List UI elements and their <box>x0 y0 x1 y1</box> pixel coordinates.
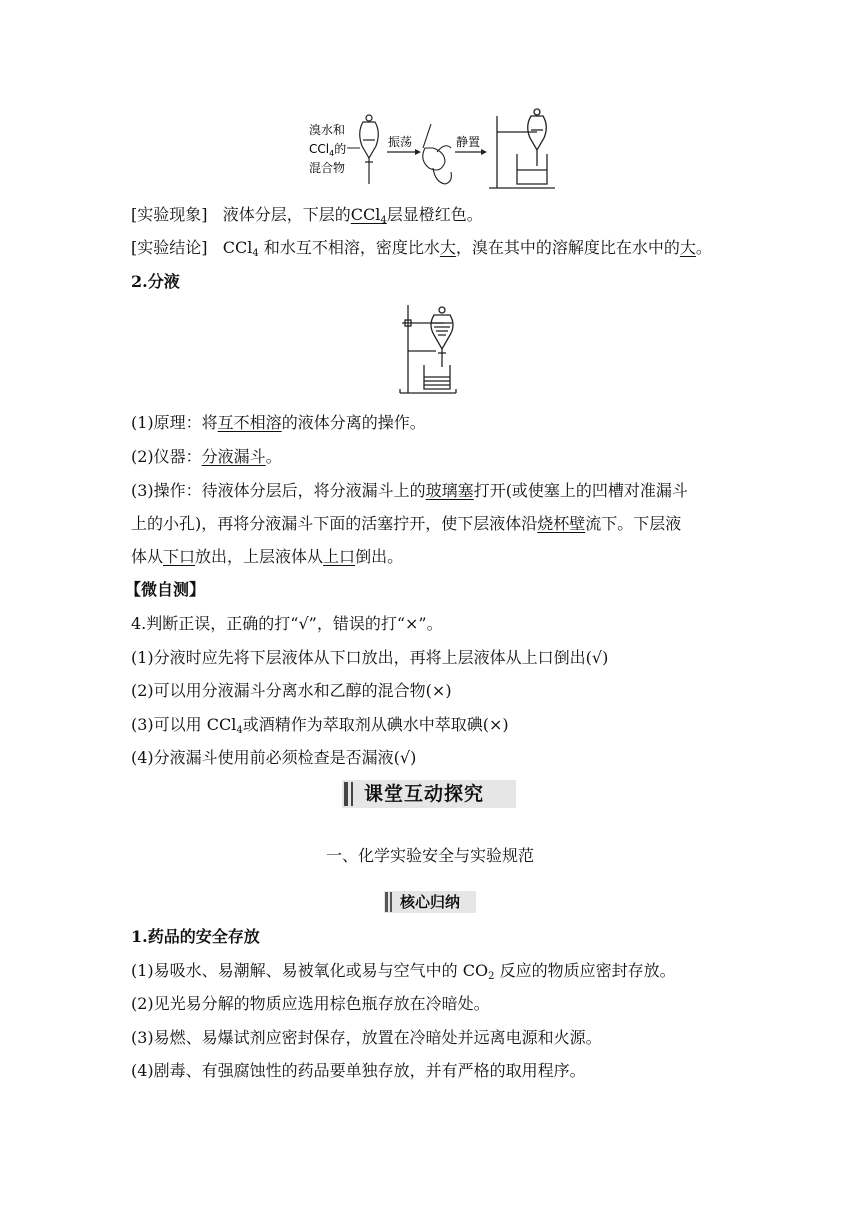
conclusion-tag: [实验结论] <box>131 238 208 257</box>
selftest-item-2: (2)可以用分液漏斗分离水和乙醇的混合物(×) <box>131 681 452 700</box>
conclusion-line: [实验结论] CCl$_4$ 和水互不相溶，密度比水大，溴在其中的溶解度比在水中的大。 <box>131 238 712 259</box>
operation-line-1: (3)操作：待液体分层后，将分液漏斗上的玻璃塞打开(或使塞上的凹槽对准漏斗 <box>131 481 688 500</box>
arrow2-label: 静置 <box>456 135 481 149</box>
selftest-heading: 【微自测】 <box>125 580 206 599</box>
banner-bar-icon <box>390 892 392 912</box>
core-banner <box>384 891 476 913</box>
storage-item-2: (2)见光易分解的物质应选用棕色瓶存放在冷暗处。 <box>131 994 490 1013</box>
selftest-item-4: (4)分液漏斗使用前必须检查是否漏液(√) <box>131 748 417 767</box>
shaking-hand-icon <box>423 124 452 184</box>
operation-line-2: 上的小孔)，再将分液漏斗下面的活塞拧开，使下层液体沿烧杯壁流下。下层液 <box>131 514 682 533</box>
separatory-funnel-icon <box>360 115 379 184</box>
ccl4-underline: CCl$_4$ <box>350 205 387 226</box>
storage-item-4: (4)剧毒、有强腐蚀性的药品要单独存放，并有严格的取用程序。 <box>131 1061 586 1080</box>
banner-bar-icon <box>351 782 353 806</box>
banner-bar-icon <box>344 782 348 806</box>
figure-label-line2: CCl$_4$的 <box>309 142 347 158</box>
selftest-item-3: (3)可以用 CCl$_4$或酒精作为萃取剂从碘水中萃取碘(×) <box>131 715 509 736</box>
ring-stand-icon <box>489 109 555 188</box>
section-banner <box>342 780 516 808</box>
phenomenon-line: [实验现象] 液体分层，下层的CCl$_4$层显橙红色。 <box>131 205 483 226</box>
storage-item-1: (1)易吸水、易潮解、易被氧化或易与空气中的 $CO_2$ 反应的物质应密封存放。 <box>131 961 676 982</box>
figure-label-line3: 混合物 <box>309 161 346 175</box>
arrow1-label: 振荡 <box>388 135 413 149</box>
storage-title: 1.药品的安全存放 <box>131 927 260 946</box>
part1-title: 一、化学实验安全与实验规范 <box>325 846 534 865</box>
banner-bar-icon <box>385 892 388 912</box>
selftest-item-1: (1)分液时应先将下层液体从下口放出，再将上层液体从上口倒出(√) <box>131 648 609 667</box>
section2-title: 2.分液 <box>131 272 180 291</box>
operation-line-3: 体从下口放出，上层液体从上口倒出。 <box>131 547 404 566</box>
banner-text: 课堂互动探究 <box>364 783 485 805</box>
storage-item-3: (3)易燃、易爆试剂应密封保存，放置在冷暗处并远离电源和火源。 <box>131 1028 602 1047</box>
principle-line: (1)原理：将互不相溶的液体分离的操作。 <box>131 413 426 432</box>
question-4: 4.判断正误，正确的打“√”，错误的打“×”。 <box>131 614 443 633</box>
phenomenon-tag: [实验现象] <box>131 205 208 224</box>
extraction-figure <box>305 104 561 192</box>
figure-label-line1: 溴水和 <box>309 123 346 137</box>
instrument-line: (2)仪器：分液漏斗。 <box>131 447 282 466</box>
core-text: 核心归纳 <box>400 893 461 911</box>
separation-figure <box>398 301 460 397</box>
